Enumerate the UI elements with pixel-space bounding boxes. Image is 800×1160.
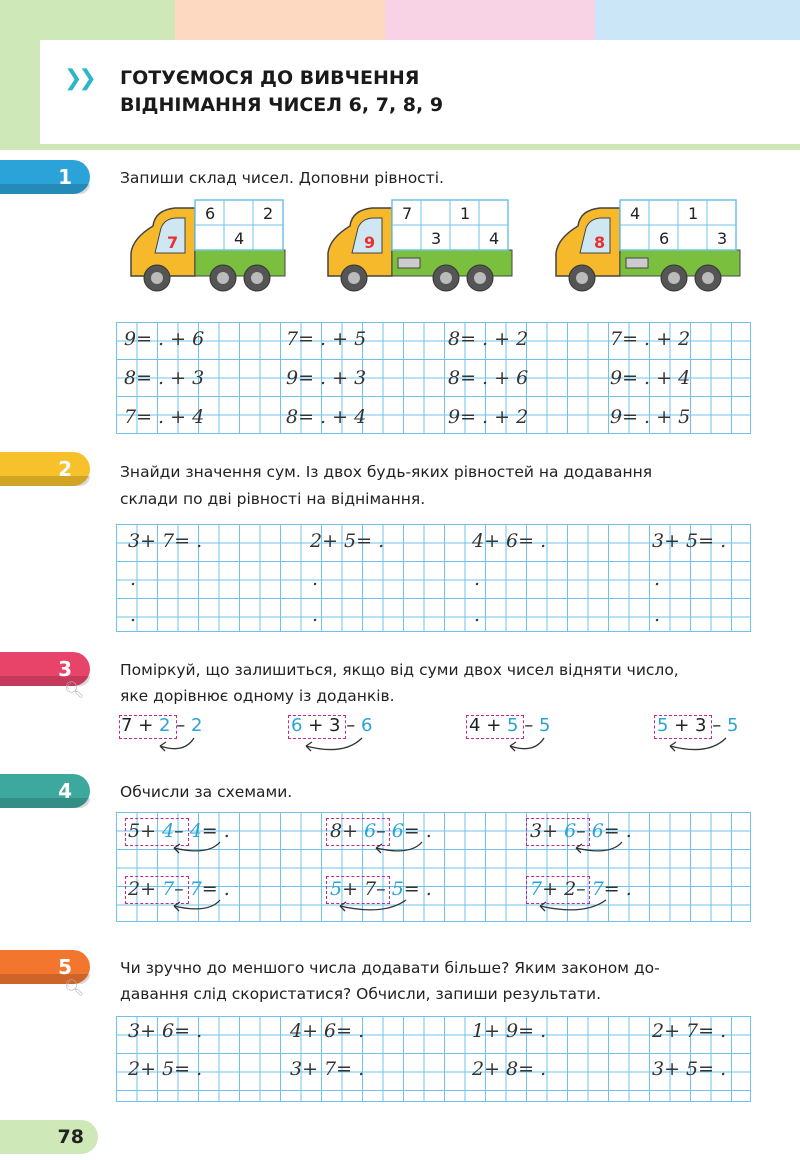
double-chevron-icon: ❯❯: [64, 66, 93, 91]
task-2-blank: .: [130, 604, 137, 626]
task-1-equation: 8= . + 6: [448, 367, 529, 389]
task-1-equation: 9= . + 5: [610, 406, 691, 428]
task-4-arrow: [534, 898, 614, 918]
magnifier-icon: 🔍︎: [64, 680, 85, 699]
task-5-equation: 3+ 5= .: [652, 1058, 727, 1080]
truck-2-cell: 4: [489, 229, 500, 248]
magnifier-icon: 🔍︎: [64, 978, 85, 997]
task-1-equation: 7= . + 4: [124, 406, 205, 428]
truck-3-cab-number: 8: [594, 233, 606, 252]
task-3-arrow: [664, 736, 734, 758]
task-2-equation: 3+ 7= .: [128, 530, 203, 552]
task-4-scheme: 7+ 2– 7= .: [530, 878, 632, 900]
task-4-scheme: 8+ 6– 6= .: [330, 820, 432, 842]
task-3-expression: 4 + 5 – 5: [469, 715, 551, 736]
truck-1-cell: 2: [263, 204, 274, 223]
task-4-arrow: [370, 840, 430, 860]
task-5-equation: 2+ 7= .: [652, 1020, 727, 1042]
task-number-4: 4: [0, 774, 90, 808]
truck-2-cell: 1: [460, 204, 471, 223]
left-margin-green: [0, 40, 40, 148]
task-1-equation: 8= . + 4: [286, 406, 367, 428]
task-2-blank: .: [654, 604, 661, 626]
task-4-text: Обчисли за схемами.: [120, 783, 293, 801]
task-5-equation: 3+ 6= .: [128, 1020, 203, 1042]
task-5-equation: 2+ 8= .: [472, 1058, 547, 1080]
task-4-scheme: 5+ 7– 5= .: [330, 878, 432, 900]
task-3-arrow: [500, 736, 550, 758]
top-band-green: [0, 0, 175, 40]
task-5-equation: 2+ 5= .: [128, 1058, 203, 1080]
task-4-scheme: 3+ 6– 6= .: [530, 820, 632, 842]
task-1-equation: 7= . + 2: [610, 328, 691, 350]
task-2-blank: .: [474, 604, 481, 626]
task-3-arrow: [150, 736, 200, 758]
task-4-arrow: [334, 898, 414, 918]
task-number-1: 1: [0, 160, 90, 194]
truck-2-cell: 3: [431, 229, 442, 248]
task-1-equation: 9= . + 6: [124, 328, 205, 350]
task-4-arrow: [570, 840, 630, 860]
task-3-expression: 7 + 2 – 2: [121, 715, 203, 736]
task-3-expression: 6 + 3 – 6: [291, 715, 373, 736]
top-band-pink: [385, 0, 595, 40]
truck-1-cell: 6: [205, 204, 216, 223]
task-2-blank: .: [312, 568, 319, 590]
task-4-scheme: 5+ 4– 4= .: [128, 820, 230, 842]
task-2-text-line2: склади по дві рівності на віднімання.: [120, 490, 426, 508]
task-3-expression: 5 + 3 – 5: [657, 715, 739, 736]
task-3-text-line2: яке дорівнює одному із доданків.: [120, 687, 395, 705]
task-number-2: 2: [0, 452, 90, 486]
truck-1-cell: 4: [234, 229, 245, 248]
truck-2-cell: 7: [402, 204, 413, 223]
page-number: 78: [0, 1120, 98, 1154]
task-4-arrow: [168, 840, 228, 860]
task-4-arrow: [168, 898, 228, 918]
task-5-equation: 1+ 9= .: [472, 1020, 547, 1042]
task-1-equation: 8= . + 2: [448, 328, 529, 350]
task-2-blank: .: [474, 568, 481, 590]
task-5-equation: 4+ 6= .: [290, 1020, 365, 1042]
task-1-equation: 8= . + 3: [124, 367, 205, 389]
task-1-text: Запиши склад чисел. Доповни рівності.: [120, 169, 444, 187]
header-underline: [0, 144, 800, 150]
page-title-line2: ВІДНІМАННЯ ЧИСЕЛ 6, 7, 8, 9: [120, 94, 444, 116]
top-band-blue: [595, 0, 800, 40]
task-5-text-line1: Чи зручно до меншого числа додавати більше? Яким законом до-: [120, 959, 660, 977]
truck-2: [322, 198, 517, 298]
truck-2-cab-number: 9: [364, 233, 376, 252]
task-5-text-line2: давання слід скористатися? Обчисли, запиши результати.: [120, 985, 602, 1003]
task-number-5: 5: [0, 950, 90, 984]
task-2-equation: 4+ 6= .: [472, 530, 547, 552]
task-1-equation: 9= . + 3: [286, 367, 367, 389]
task-1-equation: 9= . + 2: [448, 406, 529, 428]
task-3-text-line1: Поміркуй, що залишиться, якщо від суми двох чисел відняти число,: [120, 661, 679, 679]
page-title-line1: ГОТУЄМОСЯ ДО ВИВЧЕННЯ: [120, 67, 420, 89]
truck-1-cab-number: 7: [167, 233, 179, 252]
task-2-equation: 2+ 5= .: [310, 530, 385, 552]
task-2-blank: .: [130, 568, 137, 590]
truck-3: [550, 198, 745, 298]
task-2-blank: .: [654, 568, 661, 590]
truck-3-cell: 1: [688, 204, 699, 223]
task-4-scheme: 2+ 7– 7= .: [128, 878, 230, 900]
task-2-equation: 3+ 5= .: [652, 530, 727, 552]
truck-3-cell: 6: [659, 229, 670, 248]
task-1-equation: 9= . + 4: [610, 367, 691, 389]
task-number-3: 3: [0, 652, 90, 686]
task-5-equation: 3+ 7= .: [290, 1058, 365, 1080]
truck-3-cell: 3: [717, 229, 728, 248]
top-band-orange: [175, 0, 385, 40]
task-2-blank: .: [312, 604, 319, 626]
truck-3-cell: 4: [630, 204, 641, 223]
task-1-equation: 7= . + 5: [286, 328, 367, 350]
task-3-arrow: [300, 736, 370, 758]
task-2-text-line1: Знайди значення сум. Із двох будь-яких рівностей на додавання: [120, 463, 653, 481]
